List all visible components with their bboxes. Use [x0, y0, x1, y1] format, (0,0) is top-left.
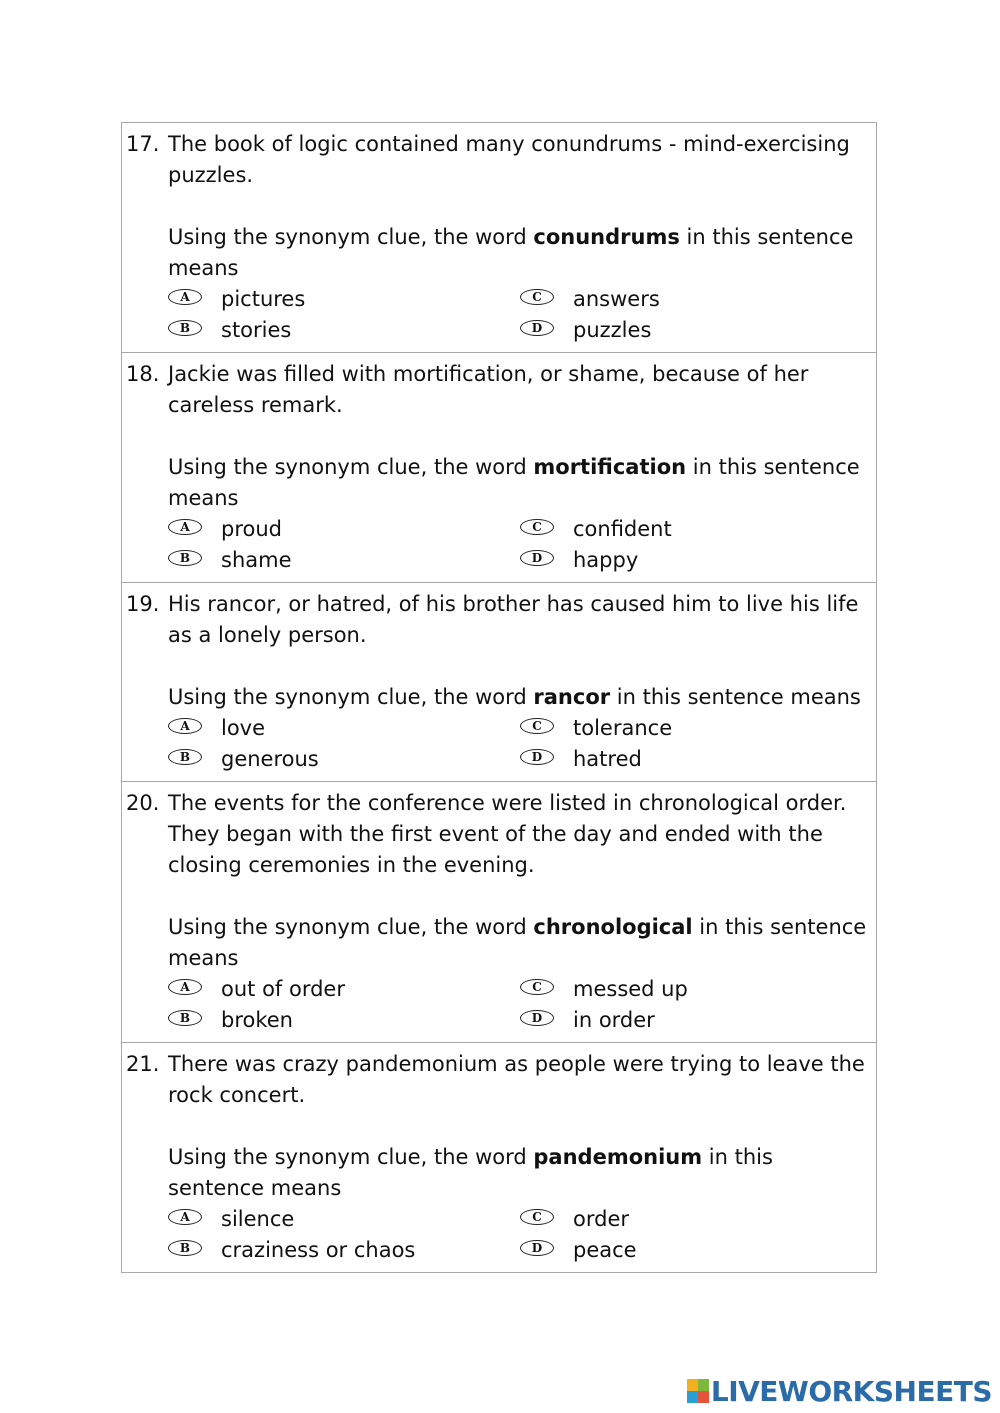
- question-prompt: [168, 222, 870, 284]
- answer-bubble-icon[interactable]: D: [520, 749, 554, 765]
- option-a[interactable]: [168, 974, 520, 1005]
- option-text: stories: [221, 318, 292, 342]
- question-body: [168, 353, 876, 576]
- option-d[interactable]: [520, 744, 820, 775]
- prompt-after: in this sentence means: [168, 915, 867, 970]
- question-19: [122, 583, 876, 782]
- logo-mark-tile: [687, 1391, 698, 1403]
- logo-mark-tile: [698, 1391, 709, 1403]
- question-number: 20.: [126, 791, 160, 815]
- option-text: peace: [573, 1238, 637, 1262]
- question-20: [122, 782, 876, 1043]
- question-18: [122, 353, 876, 583]
- option-text: broken: [221, 1008, 293, 1032]
- question-prompt: [168, 912, 870, 974]
- option-c[interactable]: [520, 974, 820, 1005]
- logo-mark-tile: [698, 1379, 709, 1391]
- liveworksheets-logo: [687, 1375, 992, 1407]
- option-text: order: [573, 1207, 629, 1231]
- option-a[interactable]: [168, 713, 520, 744]
- answer-bubble-icon[interactable]: B: [168, 749, 202, 765]
- question-number: 17.: [126, 132, 160, 156]
- answer-bubble-icon[interactable]: C: [520, 979, 554, 995]
- prompt-after: in this sentence means: [168, 455, 860, 510]
- option-text: in order: [573, 1008, 655, 1032]
- question-17: [122, 123, 876, 353]
- option-text: answers: [573, 287, 660, 311]
- answer-bubble-icon[interactable]: D: [520, 550, 554, 566]
- question-stem: There was crazy pandemonium as people were trying to leave the rock concert.: [168, 1052, 865, 1107]
- question-body: [168, 782, 876, 1036]
- option-text: out of order: [221, 977, 345, 1001]
- option-text: hatred: [573, 747, 642, 771]
- option-b[interactable]: [168, 315, 520, 346]
- option-b[interactable]: [168, 744, 520, 775]
- keyword: chronological: [533, 915, 693, 939]
- option-text: puzzles: [573, 318, 652, 342]
- question-stem: Jackie was filled with mortification, or shame, because of her careless remark.: [168, 362, 809, 417]
- prompt-after: in this sentence means: [168, 1145, 773, 1200]
- answer-bubble-icon[interactable]: D: [520, 1010, 554, 1026]
- keyword: mortification: [533, 455, 687, 479]
- option-text: tolerance: [573, 716, 673, 740]
- answer-bubble-icon[interactable]: B: [168, 1240, 202, 1256]
- logo-text: LIVEWORKSHEETS: [710, 1374, 992, 1408]
- question-stem: His rancor, or hatred, of his brother has caused him to live his life as a lonely person.: [168, 592, 859, 647]
- keyword: conundrums: [533, 225, 680, 249]
- answer-bubble-icon[interactable]: B: [168, 550, 202, 566]
- question-number: 18.: [126, 362, 160, 386]
- option-text: pictures: [221, 287, 306, 311]
- option-b[interactable]: [168, 545, 520, 576]
- answer-bubble-icon[interactable]: B: [168, 1010, 202, 1026]
- answer-bubble-icon[interactable]: C: [520, 1209, 554, 1225]
- question-prompt: [168, 1142, 870, 1204]
- answer-options: [168, 284, 870, 346]
- question-stem: The book of logic contained many conundrums - mind-exercising puzzles.: [168, 132, 850, 187]
- question-number: 21.: [126, 1052, 160, 1076]
- logo-mark-tile: [687, 1379, 698, 1391]
- answer-bubble-icon[interactable]: A: [168, 979, 202, 995]
- answer-bubble-icon[interactable]: D: [520, 320, 554, 336]
- question-body: [168, 583, 876, 775]
- prompt-before: Using the synonym clue, the word: [168, 455, 534, 479]
- answer-bubble-icon[interactable]: B: [168, 320, 202, 336]
- answer-bubble-icon[interactable]: C: [520, 718, 554, 734]
- question-number: 19.: [126, 592, 160, 616]
- option-text: love: [221, 716, 266, 740]
- option-text: generous: [221, 747, 319, 771]
- logo-mark-icon: [687, 1379, 709, 1403]
- question-prompt: [168, 682, 870, 713]
- answer-options: [168, 514, 870, 576]
- prompt-before: Using the synonym clue, the word: [168, 225, 534, 249]
- answer-bubble-icon[interactable]: C: [520, 519, 554, 535]
- option-a[interactable]: [168, 514, 520, 545]
- option-a[interactable]: [168, 1204, 520, 1235]
- option-d[interactable]: [520, 1235, 820, 1266]
- answer-options: [168, 974, 870, 1036]
- option-text: shame: [221, 548, 292, 572]
- prompt-before: Using the synonym clue, the word: [168, 915, 534, 939]
- option-b[interactable]: [168, 1235, 520, 1266]
- option-text: proud: [221, 517, 282, 541]
- keyword: rancor: [533, 685, 611, 709]
- prompt-before: Using the synonym clue, the word: [168, 1145, 534, 1169]
- answer-bubble-icon[interactable]: A: [168, 718, 202, 734]
- answer-bubble-icon[interactable]: A: [168, 519, 202, 535]
- option-c[interactable]: [520, 713, 820, 744]
- question-stem: The events for the conference were listed in chronological order. They began with the first event of the day and ended with the closing ceremonies in the evening.: [168, 791, 847, 877]
- question-21: [122, 1043, 876, 1272]
- prompt-before: Using the synonym clue, the word: [168, 685, 534, 709]
- option-a[interactable]: [168, 284, 520, 315]
- option-text: silence: [221, 1207, 295, 1231]
- option-d[interactable]: [520, 1005, 820, 1036]
- question-body: [168, 123, 876, 346]
- question-prompt: [168, 452, 870, 514]
- option-d[interactable]: [520, 315, 820, 346]
- answer-bubble-icon[interactable]: A: [168, 289, 202, 305]
- answer-options: [168, 713, 870, 775]
- option-c[interactable]: [520, 1204, 820, 1235]
- prompt-after: in this sentence means: [610, 685, 861, 709]
- answer-bubble-icon[interactable]: A: [168, 1209, 202, 1225]
- option-text: messed up: [573, 977, 688, 1001]
- answer-options: [168, 1204, 870, 1266]
- worksheet-questions: [121, 122, 877, 1273]
- answer-bubble-icon[interactable]: C: [520, 289, 554, 305]
- prompt-after: in this sentence means: [168, 225, 854, 280]
- option-text: happy: [573, 548, 639, 572]
- option-c[interactable]: [520, 514, 820, 545]
- option-text: confident: [573, 517, 672, 541]
- option-c[interactable]: [520, 284, 820, 315]
- option-d[interactable]: [520, 545, 820, 576]
- answer-bubble-icon[interactable]: D: [520, 1240, 554, 1256]
- question-body: [168, 1043, 876, 1266]
- option-b[interactable]: [168, 1005, 520, 1036]
- option-text: craziness or chaos: [221, 1238, 416, 1262]
- keyword: pandemonium: [533, 1145, 703, 1169]
